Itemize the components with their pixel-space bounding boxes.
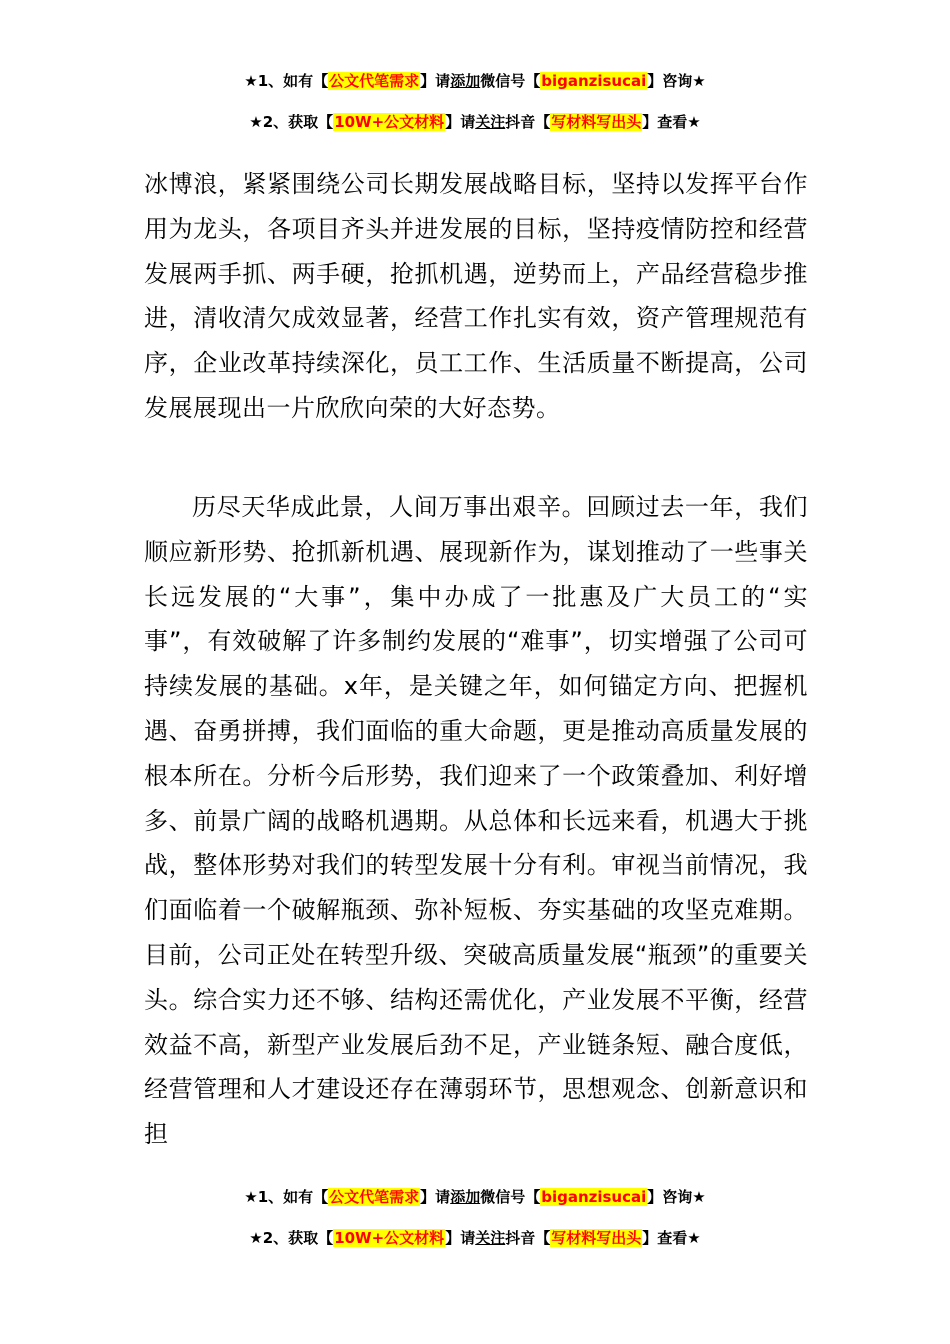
banner-text: 抖音【: [505, 1229, 551, 1247]
banner-text: 】请: [420, 1188, 451, 1206]
banner-highlight-wechat-id: biganzisucai: [541, 72, 647, 90]
body-paragraph-2: 历尽天华成此景，人间万事出艰辛。回顾过去一年，我们顺应新形势、抢抓新机遇、展现新作为，谋划推动了一些事关长远发展的“大事”，集中办成了一批惠及广大员工的“实事”，有效破解了许多制约发展的“难事”，切实增强了公司可持续发展的基础。x年，是关键之年，如何锚定方向、把握机遇、奋勇拼搏，我们面临的重大命题，更是推动高质量发展的根本所在。分析今后形势，我们迎来了一个政策叠加、利好增多、前景广阔的战略机遇期。从总体和长远来看，机遇大于挑战，整体形势对我们的转型发展十分有利。审视当前情况，我们面临着一个破解瓶颈、弥补短板、夯实基础的攻坚克难期。目前，公司正处在转型升级、突破高质量发展“瓶颈”的重要关头。综合实力还不够、结构还需优化，产业发展不平衡，经营效益不高，新型产业发展后劲不足，产业链条短、融合度低，经营管理和人才建设还存在薄弱环节，思想观念、创新意识和担: [144, 493, 808, 1149]
banner-prefix: ★2、获取【: [249, 113, 334, 131]
banner-text: 微信号【: [480, 1188, 541, 1206]
banner-text: 】请: [420, 72, 451, 90]
banner-suffix: 】查看★: [642, 1229, 701, 1247]
body-paragraph-1: 冰博浪，紧紧围绕公司长期发展战略目标，坚持以发挥平台作用为龙头，各项目齐头并进发展的目标，坚持疫情防控和经营发展两手抓、两手硬，抢抓机遇，逆势而上，产品经营稳步推进，清收清欠成效显著，经营工作扎实有效，资产管理规范有序，企业改革持续深化，员工工作、生活质量不断提高，公司发展展现出一片欣欣向荣的大好态势。: [144, 170, 808, 422]
banner-highlight-wechat-id: biganzisucai: [541, 1188, 647, 1206]
banner-text: 】请: [445, 113, 476, 131]
banner-highlight-douyin-id: 写材料写出头: [551, 113, 642, 131]
footer-banner-line1: [0, 1187, 950, 1207]
banner-prefix: ★1、如有【: [244, 1188, 329, 1206]
banner-highlight-service: 公文代笔需求: [329, 1188, 420, 1206]
banner-highlight-douyin-id: 写材料写出头: [551, 1229, 642, 1247]
header-banner-line1: [0, 71, 950, 91]
banner-suffix: 】咨询★: [647, 1188, 706, 1206]
banner-highlight-materials: 10W+公文材料: [334, 113, 445, 131]
banner-underlined-text: 关注: [475, 1229, 506, 1247]
banner-underlined-text: 关注: [475, 113, 506, 131]
banner-text: 微信号【: [480, 72, 541, 90]
banner-prefix: ★2、获取【: [249, 1229, 334, 1247]
banner-suffix: 】查看★: [642, 113, 701, 131]
banner-underlined-text: 添加: [450, 72, 481, 90]
footer-banner-line2: [0, 1228, 950, 1248]
header-banner-line2: [0, 112, 950, 132]
banner-suffix: 】咨询★: [647, 72, 706, 90]
banner-prefix: ★1、如有【: [244, 72, 329, 90]
banner-highlight-materials: 10W+公文材料: [334, 1229, 445, 1247]
banner-text: 】请: [445, 1229, 476, 1247]
banner-underlined-text: 添加: [450, 1188, 481, 1206]
banner-highlight-service: 公文代笔需求: [329, 72, 420, 90]
banner-text: 抖音【: [505, 113, 551, 131]
